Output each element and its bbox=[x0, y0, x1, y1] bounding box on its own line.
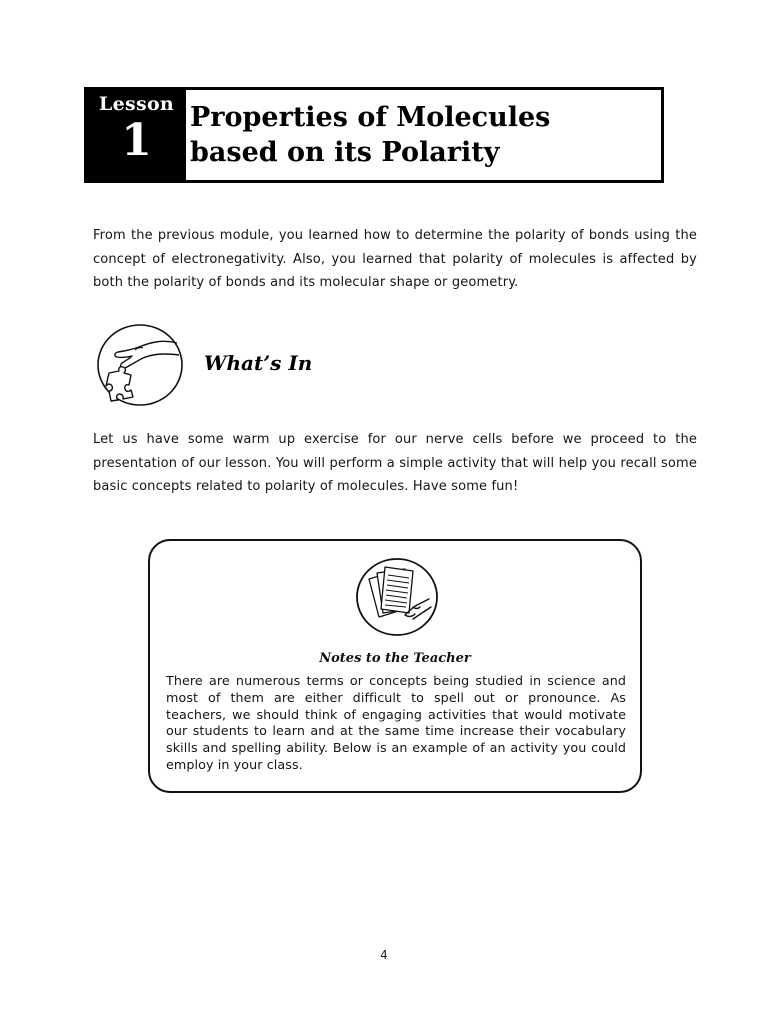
whats-in-paragraph: Let us have some warm up exercise for our nerve cells before we proceed to the presentation of our lesson. You will perform a simple activity that will help you recall some basic concepts related to polarity of molecules. Have some fun! bbox=[93, 432, 697, 494]
hand-papers-icon bbox=[355, 557, 439, 637]
notes-to-teacher-box bbox=[148, 539, 642, 793]
lesson-number: 1 bbox=[121, 115, 152, 166]
whats-in-heading: What’s In bbox=[204, 351, 313, 375]
lesson-label: Lesson bbox=[98, 93, 175, 115]
lesson-badge bbox=[87, 90, 186, 180]
page-number: 4 bbox=[380, 948, 388, 962]
notes-title: Notes to the Teacher bbox=[319, 651, 471, 666]
notes-body: There are numerous terms or concepts being studied in science and most of them are either difficult to spell out or pronounce. As teachers, we should think of engaging activities that would motivate our students to learn and at the same time increase their vocabulary skills and spelling ability. Below is an example of an activity you could employ in your class. bbox=[166, 673, 626, 772]
lesson-title-line-2: based on its Polarity bbox=[190, 137, 500, 168]
lesson-title bbox=[186, 90, 661, 180]
intro-paragraph: From the previous module, you learned how to determine the polarity of bonds using the concept of electronegativity. Also, you learned that polarity of molecules is affected by both the polarity of bonds and its molecular shape or geometry. bbox=[93, 228, 697, 290]
lesson-header bbox=[84, 87, 664, 183]
lesson-title-line-1: Properties of Molecules bbox=[190, 102, 551, 133]
hand-puzzle-piece-icon bbox=[91, 321, 187, 411]
